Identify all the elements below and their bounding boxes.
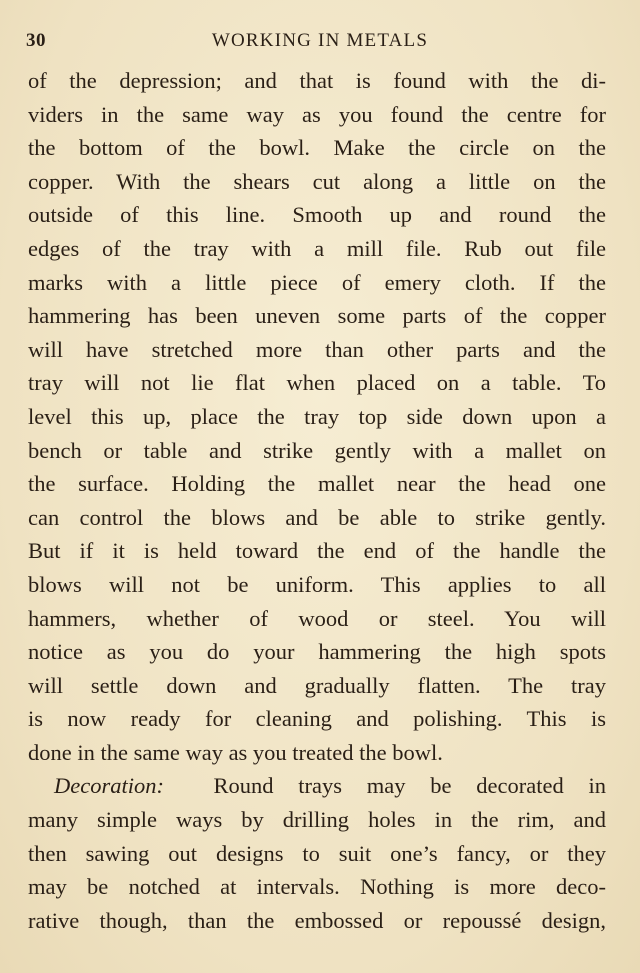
text-line: can control the blows and be able to strike gently. [28, 504, 606, 530]
text-line: bench or table and strike gently with a mallet on [28, 437, 606, 463]
decoration-paragraph-first-line [28, 769, 606, 803]
text-line: many simple ways by drilling holes in the rim, and [28, 807, 606, 833]
text-line: the bottom of the bowl. Make the circle on the [28, 135, 606, 161]
text-line: the surface. Holding the mallet near the head one [28, 471, 606, 497]
running-title: WORKING IN METALS [211, 30, 429, 51]
text-line: tray will not lie flat when placed on a table. To [28, 370, 606, 396]
page-number: 30 [26, 30, 46, 51]
text-line: will settle down and gradually flatten. The tray [28, 672, 606, 698]
text-line: But if it is held toward the end of the handle the [28, 538, 606, 564]
text-line: hammering has been uneven some parts of the copper [28, 303, 606, 329]
paragraph-end-line: done in the same way as you treated the bowl. [28, 739, 443, 765]
text-line: edges of the tray with a mill file. Rub out file [28, 235, 606, 261]
text-line: level this up, place the tray top side down upon a [28, 403, 606, 429]
text-line: hammers, whether of wood or steel. You will [28, 605, 606, 631]
text-line: viders in the same way as you found the centre for [28, 101, 606, 127]
text-line: then sawing out designs to suit one’s fancy, or they [28, 840, 606, 866]
page-header [26, 30, 614, 56]
text-line: will have stretched more than other parts and the [28, 336, 606, 362]
text-line: of the depression; and that is found with the di- [28, 68, 606, 93]
text-line: marks with a little piece of emery cloth. If the [28, 269, 606, 295]
text-line: rative though, than the embossed or repoussé design, [28, 907, 606, 933]
text-line: outside of this line. Smooth up and round the [28, 202, 606, 228]
decoration-first-line-text: Round trays may be decorated in [213, 773, 606, 799]
text-line: blows will not be uniform. This applies to all [28, 571, 606, 597]
text-line: copper. With the shears cut along a little on the [28, 168, 606, 194]
body-text [28, 64, 606, 937]
text-line: notice as you do your hammering the high spots [28, 639, 606, 665]
text-line: is now ready for cleaning and polishing. This is [28, 706, 606, 732]
decoration-label: Decoration: [54, 773, 164, 799]
text-line: may be notched at intervals. Nothing is more deco- [28, 874, 606, 900]
